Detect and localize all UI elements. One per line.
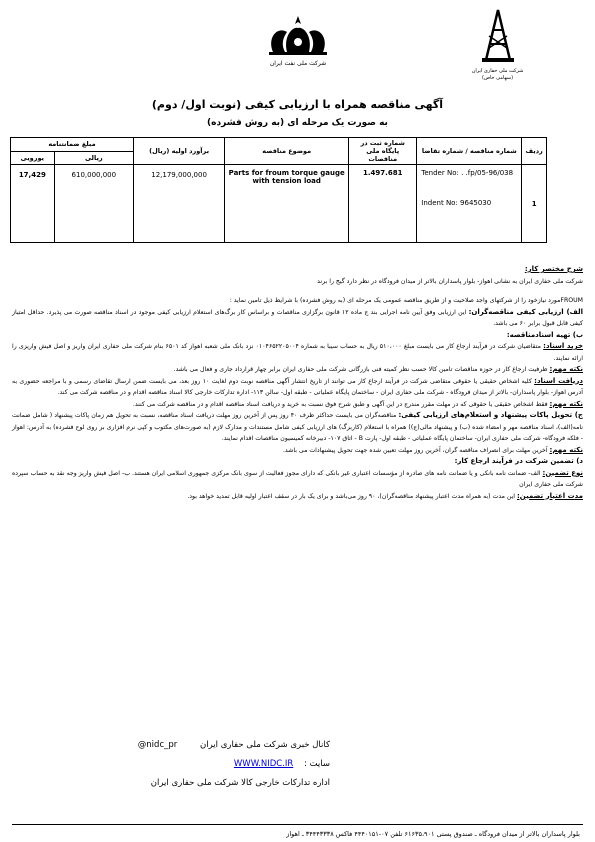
guarantee-type-label: نوع تضمین: <box>542 468 583 477</box>
cell-row-no: 1 <box>522 165 547 243</box>
note3-label: نکته مهم: <box>549 445 583 454</box>
header-row-no: ردیف <box>522 138 547 165</box>
note2-label: نکته مهم: <box>549 399 583 408</box>
validity-label: مدت اعتبار تضمین: <box>516 491 583 500</box>
summary-heading: شرح مختصر کار: <box>524 265 583 273</box>
notice-body <box>12 264 583 502</box>
header-rial: ریالی <box>54 151 133 165</box>
note3-text: آخرین مهلت برای انصراف مناقصه گران، آخرین روز مهلت تعیین شده جهت تحویل پیشنهادات می باشد. <box>282 446 550 454</box>
purchase-text: متقاضیان شرکت در فرآیند ارجاع کار می بایست مبلغ ۵۱۰،۰۰۰ ریال به حساب سیبا به شماره ۰۱۰۴۶۵۲۲۰۵۰۰۴ نزد بانک ملی شعبه اهواز کد ۶۵۰۱ بنام شرکت ملی حفاری ایران واریز و اصل فیش واریزی را ارائه نمایند. <box>12 343 583 362</box>
header-subject: موضوع مناقصه <box>225 138 349 165</box>
contact-block <box>30 740 330 788</box>
cell-subject: Parts for froum torque gauge with tension load <box>225 165 349 243</box>
channel-id[interactable]: @nidc_pr <box>137 740 178 750</box>
receive-label: دریافت اسناد: <box>534 376 583 385</box>
nidc-logo <box>455 8 540 82</box>
purchase-label: خرید اسناد: <box>543 342 583 350</box>
nioc-caption: شرکت ملی نفت ایران <box>269 60 327 67</box>
header-registration: شماره ثبت در پایگاه ملی مناقصات <box>349 138 417 165</box>
header-guarantee: مبلغ ضمانتنامه <box>11 138 134 152</box>
page-title: آگهی مناقصه همراه با ارزیابی کیفی (نوبت اول/ دوم) <box>151 98 444 111</box>
nioc-emblem-icon <box>263 12 333 56</box>
cell-tender-no <box>417 165 522 243</box>
nioc-logo <box>248 12 348 67</box>
section-a-text: این ارزیابی وفق آیین نامه اجرایی بند ج ماده ۱۲ قانون برگزاری مناقصات و براساس کار برگ‌های استعلام ارزیابی کیفی موجود در اسناد مناقصه صورت می پذیرد. حداقل امتیاز کیفی قابل قبول برابر ۶۰ می باشد. <box>12 308 583 327</box>
nidc-subcaption: (سهامی خاص) <box>481 75 514 81</box>
section-c-text: مناقصه‌گران می بایست حداکثر ظرف ۴۰ روز پس از آخرین روز مهلت دریافت اسناد مناقصه، نسبت به تحویل هم زمان پاکات پیشنهاد ( شامل ضمانت نامه(الف)، اسناد مناقصه مهر و امضاء شده (ب) و پیشنهاد مالی(ج)) همراه با استعلام (کاربرگ) های ارزیابی کیفی شامل مستندات و مدارک لازم (به صورت‌های مکتوب و کپی نرم افزاری بر روی لوح فشرده) به آدرس: اهواز - فلکه فرودگاه- شرکت ملی حفاری ایران- ساختمان پایگاه عملیاتی - طبقه اول- پارت B - اتاق ۱۰۷- دبیرخانه کمیسیون مناقصات اقدام نمایند. <box>12 412 583 442</box>
header-euro: یورویی <box>11 151 55 165</box>
guarantee-type-text: الف- ضمانت نامه بانکی و یا ضمانت نامه های صادره از مؤسسات اعتباری غیر بانکی که دارای مجوز فعالیت از سوی بانک مرکزی جمهوری اسلامی ایران هستند. ب- اصل فیش واریز وجه نقد به حساب سپرده شرکت ملی حفاری ایران <box>12 469 583 488</box>
section-d-heading: د) تضمین شرکت در فرآیند ارجاع کار: <box>454 457 583 465</box>
section-a-heading: الف) ارزیابی کیفی مناقصه‌گران: <box>468 307 584 316</box>
cell-rial: 610,000,000 <box>54 165 133 243</box>
header-tender-no: شماره مناقصه / شماره تقاضا <box>417 138 522 165</box>
section-b-heading: ب) تهیه اسنادمناقصه: <box>506 330 583 339</box>
footer-divider <box>12 824 583 825</box>
summary-text: شرکت ملی حفاری ایران به نشانی اهواز- بلوار پاسداران بالاتر از میدان فرودگاه در نظر دارد گیج را برند <box>317 277 583 285</box>
tender-number: Tender No: . .fp/05-96/038 <box>421 169 514 177</box>
channel-label: کانال خبری شرکت ملی حفاری ایران <box>199 740 330 750</box>
site-link[interactable]: WWW.NIDC.IR <box>233 759 294 769</box>
tender-table <box>10 137 547 243</box>
indent-number: Indent No: 9645030 <box>421 199 492 207</box>
section-c-heading: ج) تحویل پاکات پیشنهاد و استعلام‌های ارزیابی کیفی: <box>398 411 583 419</box>
cell-estimate: 12,179,000,000 <box>133 165 224 243</box>
header-estimate: برآورد اولیه (ریال) <box>133 138 224 165</box>
drilling-rig-icon <box>478 8 518 64</box>
receive-text: کلیه اشخاص حقیقی یا حقوقی متقاضی شرکت در فرآیند ارجاع کار می توانند از تاریخ انتشار آگهی مناقصه نوبت دوم لغایت ۱۰ روز بعد، می بایست ضمن ارسال تقاضای رسمی و با مراجعه حضوری به آدرس اهواز- بلوار پاسداران- بالاتر از میدان فرودگاه - شرکت ملی حفاری ایران - ساختمان پایگاه عملیاتی - طبقه اول- سالن ۱۱۳- اداره تدارکات خارجی کالا اسناد مناقصه اقدام و در مناقصه شرکت می کند. <box>12 377 583 396</box>
cell-registration: 1.497.681 <box>349 165 417 243</box>
note1-text: ظرفیت ارجاع کار در حوزه مناقصات تامین کالا حسب نظر کمیته فنی بازرگانی شرکت ملی حفاری ایران برابر چهار قرارداد جاری و فعال می باشد. <box>173 366 550 373</box>
nidc-caption: شرکت ملی حفاری ایران <box>471 68 524 74</box>
site-label: سایت : <box>304 759 330 769</box>
note2-text: فقط اشخاص حقیقی یا حقوقی که در مهلت مقرر مندرج در این آگهی و طبق شرح فوق نسبت به خرید و دریافت اسناد مناقصه اقدام و در مناقصه شرکت می کنند. <box>132 400 550 408</box>
footer-address: بلوار پاسداران بالاتر از میدان فرودگاه ـ صندوق پستی ۶۱۶۳۵،۹۰۱ تلفن ۰۷-۴۴۴۰۱۵۱ فاکس ۳۴۴۴۳۳۳۸ ـ اهواز <box>286 830 580 838</box>
validity-text: این مدت (به همراه مدت اعتبار پیشنهاد مناقصه‌گران)، ۹۰ روز می‌باشد و برای یک بار در سقف اعتبار اولیه قابل تمدید خواهد بود. <box>187 492 517 500</box>
note1-label: نکته مهم: <box>549 365 583 373</box>
table-row <box>11 165 547 243</box>
cell-euro: 17,429 <box>11 165 55 243</box>
page-subtitle: به صورت یک مرحله ای (به روش فشرده) <box>207 118 388 128</box>
dept-name: اداره تدارکات خارجی کالا شرکت ملی حفاری ایران <box>150 778 330 788</box>
froum-text: FROUMمورد نیازخود را از شرکتهای واجد صلاحیت و از طریق مناقصه عمومی یک مرحله ای (به روش فشرده) با شرایط ذیل تامین نماید : <box>229 297 583 304</box>
